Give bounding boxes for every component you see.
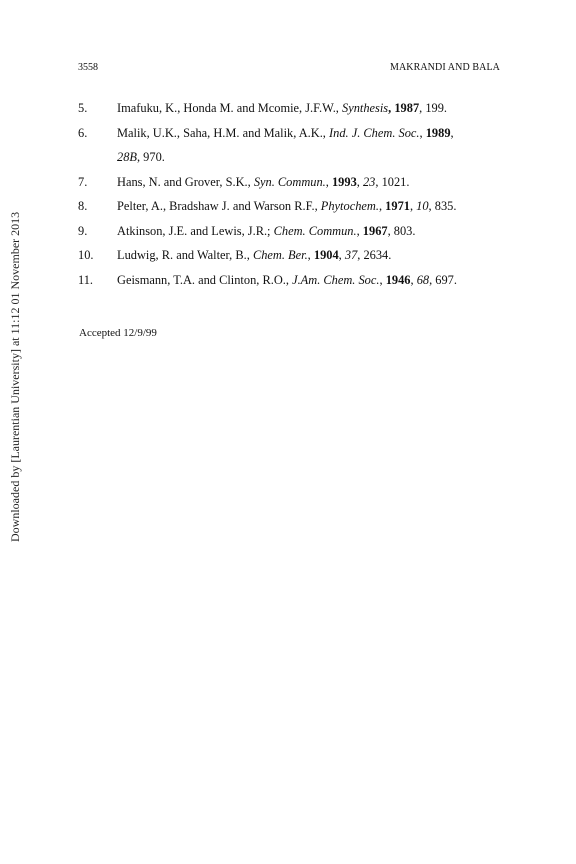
- reference-item: 5. Imafuku, K., Honda M. and Mcomie, J.F.W., Synthesis, 1987, 199.: [78, 96, 508, 121]
- reference-volume: 37: [344, 248, 358, 262]
- reference-pages: 835.: [434, 199, 457, 213]
- reference-list: [78, 96, 508, 292]
- accepted-date: Accepted 12/9/99: [79, 327, 157, 339]
- reference-pages: 2634.: [363, 248, 392, 262]
- reference-pages: 199.: [425, 101, 448, 115]
- reference-number: 10.: [78, 248, 94, 262]
- reference-number: 9.: [78, 223, 88, 238]
- reference-number: 7.: [78, 174, 88, 189]
- reference-item: 6. Malik, U.K., Saha, H.M. and Malik, A.K., Ind. J. Chem. Soc., 1989, 28B, 970.: [78, 121, 508, 170]
- reference-year: 1971: [385, 199, 410, 213]
- reference-item: 9. Atkinson, J.E. and Lewis, J.R.; Chem. Commun., 1967, 803.: [78, 219, 508, 244]
- reference-pages: 697.: [435, 272, 457, 287]
- reference-volume: 23: [362, 174, 376, 189]
- reference-authors: Imafuku, K., Honda M. and Mcomie, J.F.W.,: [117, 101, 339, 115]
- reference-separator: ,: [379, 272, 383, 287]
- reference-separator: ,: [388, 101, 392, 115]
- reference-item: 10. Ludwig, R. and Walter, B., Chem. Ber., 1904, 37, 2634.: [78, 243, 508, 268]
- reference-authors: Ludwig, R. and Walter, B.,: [117, 248, 250, 262]
- reference-volume: 28B: [117, 150, 137, 164]
- reference-authors: Hans, N. and Grover, S.K.,: [117, 174, 251, 189]
- reference-item: 8. Pelter, A., Bradshaw J. and Warson R.F., Phytochem., 1971, 10, 835.: [78, 194, 508, 219]
- reference-number: 11.: [78, 272, 94, 287]
- reference-authors: Pelter, A., Bradshaw J. and Warson R.F.,: [117, 199, 318, 213]
- reference-journal: Ind. J. Chem. Soc.: [329, 125, 420, 140]
- reference-journal: Chem. Commun.: [273, 223, 357, 238]
- reference-pages: 970.: [143, 150, 165, 164]
- reference-volume: 10: [416, 199, 429, 213]
- reference-year: 1993: [331, 174, 357, 189]
- reference-volume: 68: [416, 272, 430, 287]
- reference-authors: Geismann, T.A. and Clinton, R.O.,: [117, 272, 289, 287]
- reference-separator: ,: [419, 125, 423, 140]
- reference-item: 7. Hans, N. and Grover, S.K., Syn. Commun., 1993, 23, 1021.: [78, 170, 508, 195]
- reference-journal: Chem. Ber.: [252, 248, 308, 262]
- reference-authors: Atkinson, J.E. and Lewis, J.R.;: [117, 223, 271, 238]
- reference-pages: 803.: [393, 223, 416, 238]
- reference-journal: Synthesis: [342, 101, 389, 115]
- page-number: 3558: [78, 62, 98, 73]
- reference-journal: Phytochem.: [320, 199, 379, 213]
- reference-separator: ,: [378, 199, 383, 213]
- reference-year: 1904: [313, 248, 339, 262]
- reference-item: 11. Geismann, T.A. and Clinton, R.O., J.Am. Chem. Soc., 1946, 68, 697.: [78, 268, 508, 293]
- reference-authors: Malik, U.K., Saha, H.M. and Malik, A.K.,: [117, 125, 326, 140]
- reference-number: 8.: [78, 199, 88, 213]
- reference-year: 1946: [385, 272, 411, 287]
- reference-year: 1987: [394, 101, 420, 115]
- reference-separator: ,: [307, 248, 311, 262]
- download-watermark: Downloaded by [Laurentian University] at 11:12 01 November 2013: [8, 211, 22, 542]
- reference-separator: ,: [325, 174, 329, 189]
- reference-pages: 1021.: [381, 174, 410, 189]
- reference-separator: ,: [356, 223, 360, 238]
- reference-number: 6.: [78, 125, 88, 140]
- running-head: MAKRANDI AND BALA: [389, 62, 500, 73]
- reference-journal: Syn. Commun.: [253, 174, 326, 189]
- reference-year: 1967: [362, 223, 388, 238]
- reference-number: 5.: [78, 101, 88, 115]
- reference-year: 1989: [425, 125, 451, 140]
- reference-journal: J.Am. Chem. Soc.: [292, 272, 380, 287]
